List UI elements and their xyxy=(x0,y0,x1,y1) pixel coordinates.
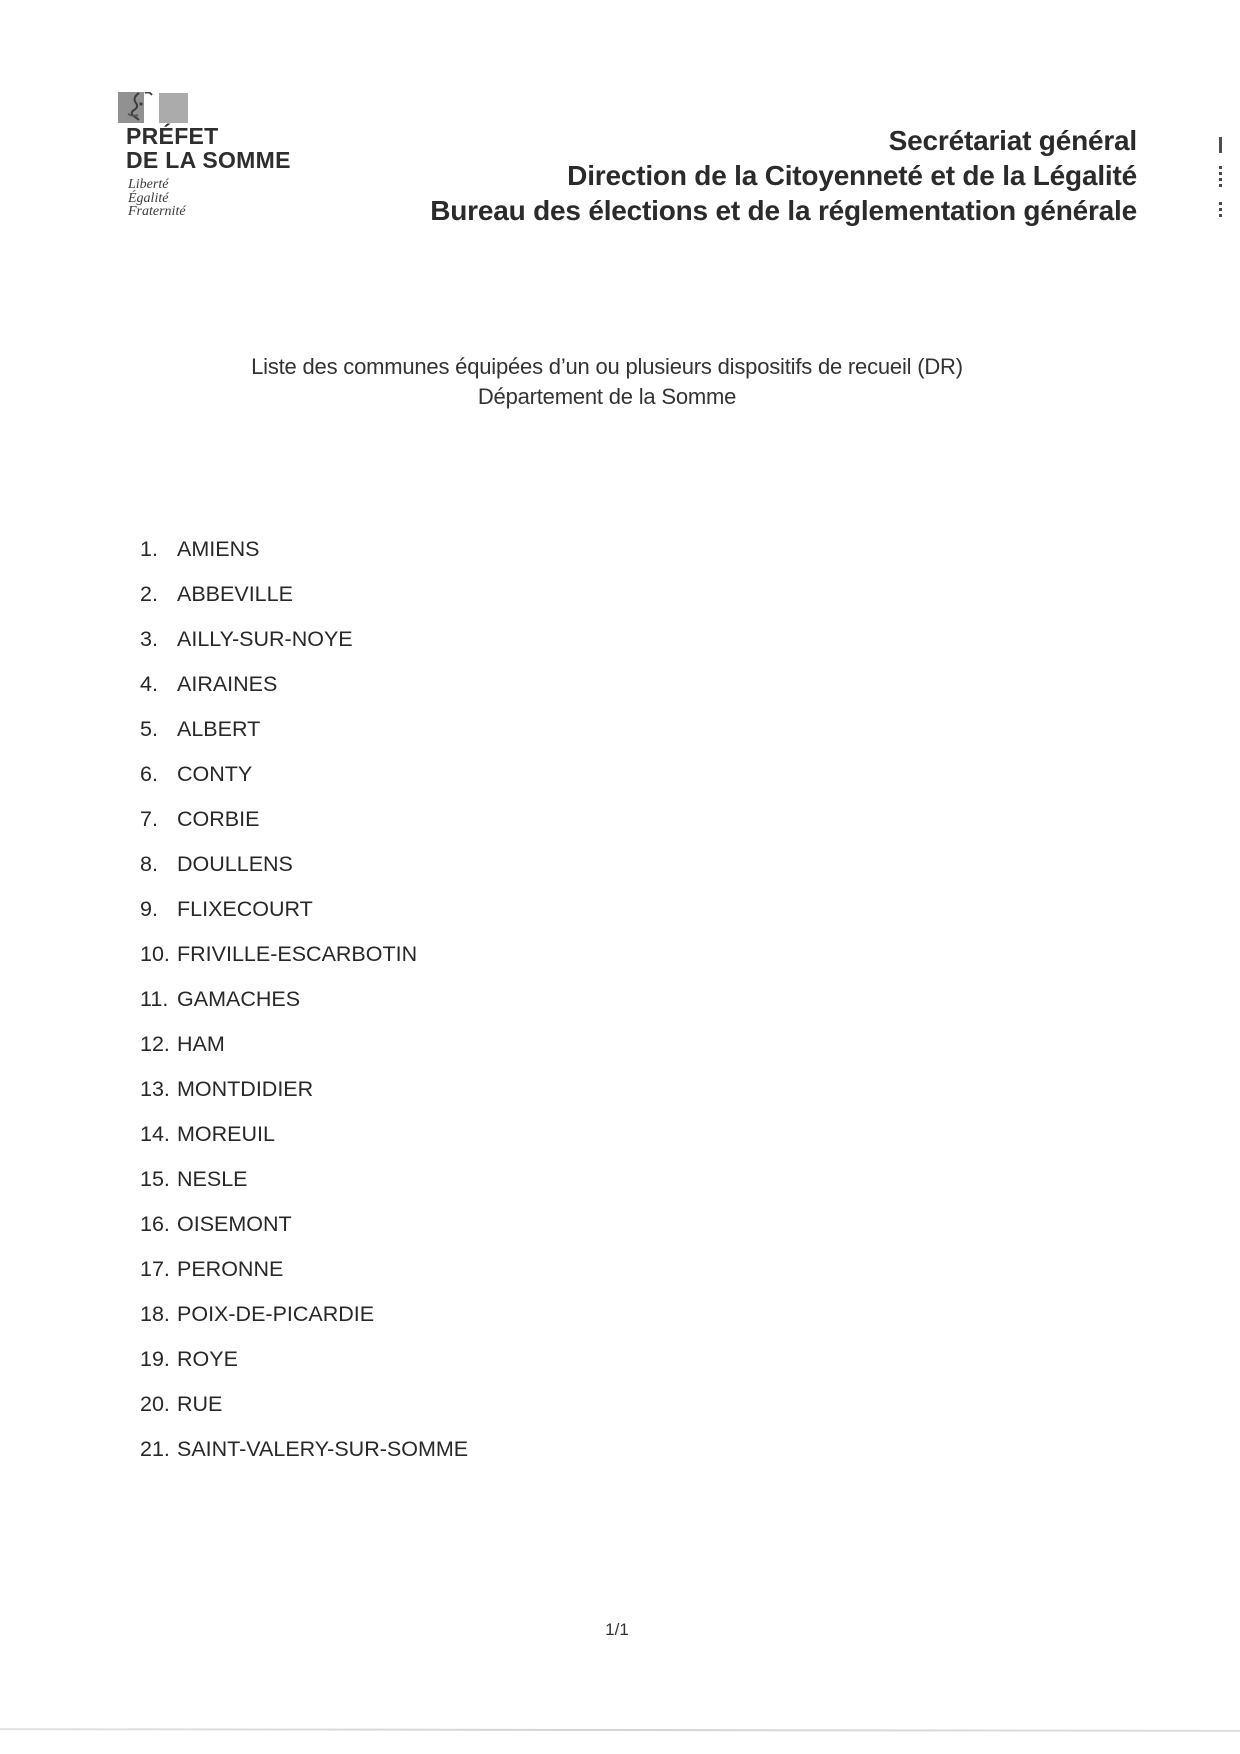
list-item-label: POIX-DE-PICARDIE xyxy=(177,1302,375,1326)
list-item-label: FRIVILLE-ESCARBOTIN xyxy=(177,942,418,966)
list-item xyxy=(140,797,468,842)
list-item xyxy=(140,977,468,1022)
list-item-number: 14. xyxy=(140,1122,170,1146)
list-item-number: 18. xyxy=(140,1302,170,1326)
list-item xyxy=(140,1337,468,1382)
page-number: 1/1 xyxy=(605,1620,629,1639)
list-item-number: 5. xyxy=(140,717,158,741)
list-item xyxy=(140,527,468,572)
list-item-number: 6. xyxy=(140,762,158,786)
list-item xyxy=(140,842,468,887)
list-item-label: HAM xyxy=(177,1032,225,1056)
list-item-number: 20. xyxy=(140,1392,170,1416)
list-item xyxy=(140,1247,468,1292)
list-item-number: 17. xyxy=(140,1257,170,1281)
list-item-label: AMIENS xyxy=(177,537,260,561)
bottom-scan-line xyxy=(0,1728,1240,1732)
list-item xyxy=(140,1112,468,1157)
list-item-label: MOREUIL xyxy=(177,1122,275,1146)
list-item-label: CORBIE xyxy=(177,807,260,831)
list-item-label: DOULLENS xyxy=(177,852,293,876)
list-item xyxy=(140,932,468,977)
motto-fraternite: Fraternité xyxy=(128,204,186,219)
list-item xyxy=(140,1292,468,1337)
list-item-number: 16. xyxy=(140,1212,170,1236)
service-line-secretariat: Secrétariat général xyxy=(888,125,1137,156)
list-item xyxy=(140,887,468,932)
list-item-label: AIRAINES xyxy=(177,672,278,696)
prefecture-name xyxy=(126,124,291,172)
list-item-label: FLIXECOURT xyxy=(177,897,313,921)
list-item-number: 21. xyxy=(140,1437,170,1461)
list-item xyxy=(140,1202,468,1247)
document-title-line2: Département de la Somme xyxy=(477,384,737,409)
list-item xyxy=(140,1067,468,1112)
list-item-label: CONTY xyxy=(177,762,253,786)
list-item-label: PERONNE xyxy=(177,1257,284,1281)
list-item xyxy=(140,662,468,707)
list-item-label: NESLE xyxy=(177,1167,248,1191)
service-header xyxy=(430,123,1137,228)
document-title xyxy=(0,352,1214,412)
motto-egalite: Égalité xyxy=(128,190,169,206)
list-item-label: ABBEVILLE xyxy=(177,582,293,606)
list-item-label: ALBERT xyxy=(177,717,261,741)
prefecture-name-line2: DE LA SOMME xyxy=(126,147,291,173)
marianne-flag-icon xyxy=(118,92,188,123)
list-item-label: MONTDIDIER xyxy=(177,1077,314,1101)
list-item-number: 10. xyxy=(140,942,170,966)
commune-list xyxy=(140,527,468,1472)
list-item xyxy=(140,752,468,797)
list-item xyxy=(140,1157,468,1202)
list-item-label: AILLY-SUR-NOYE xyxy=(177,627,353,651)
document-title-line1: Liste des communes équipées d’un ou plusieurs dispositifs de recueil (DR) xyxy=(251,354,963,379)
list-item xyxy=(140,1382,468,1427)
list-item-number: 9. xyxy=(140,897,158,921)
list-item-number: 12. xyxy=(140,1032,170,1056)
list-item xyxy=(140,572,468,617)
list-item-label: RUE xyxy=(177,1392,223,1416)
list-item-label: SAINT-VALERY-SUR-SOMME xyxy=(177,1437,469,1461)
service-line-direction: Direction de la Citoyenneté et de la Légalité xyxy=(567,160,1137,191)
republic-motto xyxy=(128,178,186,219)
list-item-label: OISEMONT xyxy=(177,1212,292,1236)
service-line-bureau: Bureau des élections et de la réglementation générale xyxy=(430,195,1137,226)
list-item xyxy=(140,617,468,662)
list-item-label: GAMACHES xyxy=(177,987,301,1011)
list-item-label: ROYE xyxy=(177,1347,238,1371)
scan-artifact-mark xyxy=(1219,166,1222,187)
prefecture-name-line1: PRÉFET xyxy=(126,123,219,149)
list-item xyxy=(140,707,468,752)
list-item-number: 13. xyxy=(140,1077,170,1101)
list-item-number: 8. xyxy=(140,852,158,876)
list-item-number: 11. xyxy=(140,987,169,1011)
list-item-number: 7. xyxy=(140,807,158,831)
list-item-number: 4. xyxy=(140,672,158,696)
list-item xyxy=(140,1427,468,1472)
list-item-number: 1. xyxy=(140,537,158,561)
list-item-number: 19. xyxy=(140,1347,170,1371)
motto-liberte: Liberté xyxy=(128,177,169,192)
list-item xyxy=(140,1022,468,1067)
scan-artifact-mark xyxy=(1219,137,1222,153)
list-item-number: 2. xyxy=(140,582,158,606)
list-item-number: 3. xyxy=(140,627,158,651)
scan-artifact-mark xyxy=(1219,202,1222,217)
list-item-number: 15. xyxy=(140,1167,170,1191)
